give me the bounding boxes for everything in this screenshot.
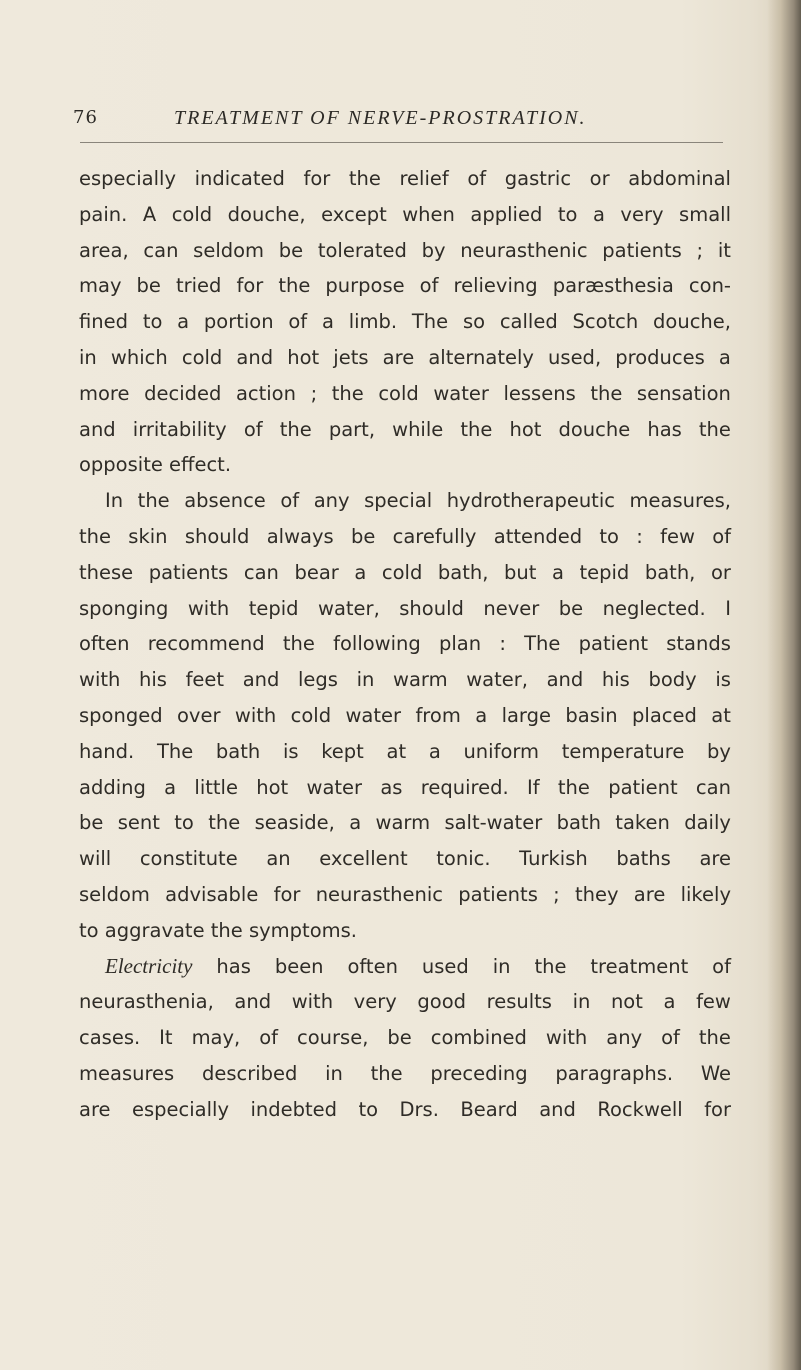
word: the [331, 381, 364, 405]
word: stands [666, 632, 731, 656]
word: with [291, 990, 334, 1014]
text-line [79, 841, 731, 877]
text-line [79, 519, 731, 555]
word: except [321, 202, 387, 226]
word: lessens [503, 381, 576, 405]
word: few [660, 524, 695, 548]
word: water [345, 703, 402, 727]
word: can [243, 560, 279, 584]
word: sensation [636, 381, 731, 405]
word: Scotch [572, 310, 639, 334]
word: with [234, 703, 277, 727]
word: used, [548, 345, 602, 369]
word: action [235, 381, 296, 405]
word: hot [256, 775, 289, 799]
word: bath, [437, 560, 489, 584]
word: hot [287, 345, 320, 369]
word: ; [696, 238, 704, 262]
word: an [266, 847, 291, 871]
word: can [695, 775, 731, 799]
word: the [282, 632, 315, 656]
word: preceding [430, 1061, 528, 1085]
word: con- [688, 274, 731, 298]
running-head [73, 104, 733, 132]
word: of [259, 1026, 279, 1050]
word: indebted [250, 1097, 338, 1121]
word: water, [466, 668, 528, 692]
line-text: opposite effect. [79, 453, 232, 477]
word: often [79, 632, 130, 656]
word: warm [393, 668, 448, 692]
word: jets [333, 345, 369, 369]
word: the [534, 954, 567, 978]
word: or [710, 560, 731, 584]
body-text [79, 161, 731, 1128]
word: treatment [590, 954, 689, 978]
word: neurasthenic [460, 238, 588, 262]
text-line-electricity [79, 949, 731, 985]
word: any [606, 1026, 643, 1050]
text-line [79, 1056, 731, 1092]
text-line [79, 913, 731, 949]
word: the [79, 524, 112, 548]
word: so [462, 310, 486, 334]
header-rule [80, 142, 723, 143]
page-number: 76 [73, 107, 98, 128]
word: : [499, 632, 506, 656]
word: his [601, 668, 630, 692]
word: to [174, 811, 194, 835]
word: be [350, 524, 376, 548]
word: in [492, 954, 511, 978]
word: Beard [460, 1097, 518, 1121]
word: excellent [319, 847, 408, 871]
word: measures [79, 1061, 175, 1085]
word: gastric [504, 167, 572, 190]
word: the [278, 274, 311, 298]
word: cases. [79, 1026, 141, 1050]
word: from [415, 703, 461, 727]
word: absence [184, 489, 266, 513]
word: never [483, 596, 540, 620]
word: temperature [561, 739, 685, 763]
word: the [698, 417, 731, 441]
word: bath, [644, 560, 696, 584]
word: salt-water [444, 811, 543, 835]
word: of [243, 417, 263, 441]
word: bath [556, 811, 601, 835]
word: the [460, 417, 493, 441]
word: the [208, 811, 241, 835]
word: patient [578, 632, 649, 656]
word: adding [79, 775, 146, 799]
word: relief [399, 167, 449, 190]
word: and [242, 668, 280, 692]
word: seldom [79, 882, 150, 906]
word: bear [294, 560, 339, 584]
word: be [558, 596, 584, 620]
word: of [661, 1026, 680, 1050]
word: It [159, 1026, 173, 1050]
word: following [333, 632, 421, 656]
word: always [266, 524, 334, 548]
word: the [698, 1026, 731, 1050]
word: while [392, 417, 444, 441]
text-line [79, 591, 731, 627]
word: be [79, 811, 104, 835]
word: irritability [132, 417, 227, 441]
text-line [79, 340, 731, 376]
word: sponging [79, 596, 169, 620]
text-line [79, 1092, 731, 1128]
word: the [590, 381, 623, 405]
word: douche, [227, 202, 306, 226]
word: of [280, 489, 300, 513]
word: alternately [428, 345, 534, 369]
word: uniform [463, 739, 540, 763]
word: not [610, 990, 643, 1014]
word: placed [632, 703, 697, 727]
word: of [712, 954, 731, 978]
word: is [715, 668, 731, 692]
word: hand. [79, 739, 135, 763]
word: but [503, 560, 537, 584]
word: should [184, 524, 250, 548]
word: bath [215, 739, 261, 763]
word: in [325, 1061, 343, 1085]
word: any [313, 489, 350, 513]
word: and [234, 990, 272, 1014]
word: patients [458, 882, 538, 906]
word: hot [509, 417, 542, 441]
text-line [79, 233, 731, 269]
word: advisable [165, 882, 259, 906]
text-line [79, 626, 731, 662]
word: A [142, 202, 157, 226]
word: when [402, 202, 455, 226]
word: sent [117, 811, 160, 835]
word: decided [144, 381, 222, 405]
italic-term: Electricity [105, 953, 193, 978]
word: body [648, 668, 697, 692]
word: been [274, 954, 324, 978]
word: a [475, 703, 488, 727]
word: large [501, 703, 551, 727]
word: the [279, 417, 312, 441]
word: as [380, 775, 403, 799]
word: warm [375, 811, 431, 835]
word: a [663, 990, 676, 1014]
word: feet [185, 668, 225, 692]
running-title: TREATMENT OF NERVE-PROSTRATION. [174, 107, 587, 129]
word: little [194, 775, 238, 799]
word: small [679, 202, 731, 226]
word: at [711, 703, 731, 727]
text-line [79, 698, 731, 734]
page-gutter-shadow [767, 0, 801, 1370]
word: be [136, 274, 161, 298]
word: very [353, 990, 397, 1014]
word: attended [493, 524, 583, 548]
word: ; [310, 381, 318, 405]
word: for [704, 1097, 731, 1121]
word: these [79, 560, 134, 584]
word: or [589, 167, 610, 190]
word: the [557, 775, 590, 799]
word: especially [79, 167, 176, 190]
word: very [620, 202, 664, 226]
word: patient [608, 775, 678, 799]
word: ; [553, 882, 560, 906]
word: purpose [325, 274, 405, 298]
word: neurasthenia, [79, 990, 214, 1014]
word: patients [602, 238, 682, 262]
word: more [79, 381, 130, 405]
word: likely [680, 882, 731, 906]
word: described [201, 1061, 298, 1085]
word: water [306, 775, 363, 799]
text-line [79, 304, 731, 340]
word: constitute [139, 847, 238, 871]
word: cold [378, 381, 419, 405]
word: to [557, 202, 578, 226]
word: be [387, 1026, 412, 1050]
word: tepid [579, 560, 630, 584]
word: baths [616, 847, 671, 871]
word: good [417, 990, 467, 1014]
word: his [139, 668, 167, 692]
word: legs [298, 668, 338, 692]
word: has [647, 417, 682, 441]
word: tried [175, 274, 222, 298]
word: tepid [248, 596, 299, 620]
word: and [546, 668, 584, 692]
word: in [79, 345, 97, 369]
word: should [399, 596, 464, 620]
word: part, [328, 417, 376, 441]
word: fined [79, 310, 129, 334]
word: and [79, 417, 116, 441]
word: course, [297, 1026, 369, 1050]
word: cold [181, 345, 223, 369]
word: paræsthesia [552, 274, 674, 298]
word: is [282, 739, 299, 763]
word: area, [79, 238, 129, 262]
word: neurasthenic [315, 882, 444, 906]
word: a [592, 202, 605, 226]
word: a [177, 310, 190, 334]
word: required. [420, 775, 509, 799]
word: for [303, 167, 331, 190]
word: by [421, 238, 446, 262]
word: pain. [79, 202, 128, 226]
text-line [79, 770, 731, 806]
word: to [358, 1097, 379, 1121]
word: patients [148, 560, 229, 584]
word: tolerated [317, 238, 407, 262]
word: applied [470, 202, 543, 226]
word: a [718, 345, 731, 369]
word: The [156, 739, 194, 763]
word: recommend [147, 632, 265, 656]
word: indicated [194, 167, 285, 190]
word: douche, [653, 310, 731, 334]
word: The [411, 310, 449, 334]
word: few [696, 990, 731, 1014]
word: seaside, [254, 811, 335, 835]
word: neglected. [602, 596, 706, 620]
word: tonic. [436, 847, 491, 871]
word: can [143, 238, 179, 262]
word: they [574, 882, 619, 906]
word: with [187, 596, 230, 620]
word: water, [318, 596, 380, 620]
word: portion [203, 310, 274, 334]
word: a [354, 560, 367, 584]
word: used [421, 954, 469, 978]
word: In [105, 489, 124, 513]
word: results [486, 990, 552, 1014]
word: cold [381, 560, 423, 584]
word: be [278, 238, 304, 262]
word: douche [558, 417, 631, 441]
word: Turkish [519, 847, 588, 871]
text-line [79, 447, 731, 483]
word: in [356, 668, 375, 692]
word: of [419, 274, 439, 298]
word: cold [290, 703, 332, 727]
word: of [712, 524, 731, 548]
text-line [79, 483, 731, 519]
word: especially [132, 1097, 229, 1121]
word: with [79, 668, 121, 692]
word: We [700, 1061, 731, 1085]
word: of [467, 167, 487, 190]
word: of [288, 310, 308, 334]
word: hydrotherapeutic [446, 489, 615, 513]
word: at [386, 739, 407, 763]
word: are [382, 345, 415, 369]
word: : [636, 524, 643, 548]
word: over [176, 703, 221, 727]
word: plan [439, 632, 482, 656]
word: the [348, 167, 381, 190]
word: The [524, 632, 561, 656]
word: skin [128, 524, 168, 548]
word: a [428, 739, 441, 763]
word: the [137, 489, 170, 513]
word: daily [684, 811, 731, 835]
word: a [164, 775, 177, 799]
word: a [321, 310, 334, 334]
word: seldom [193, 238, 265, 262]
word: taken [615, 811, 670, 835]
word: which [110, 345, 168, 369]
word: relieving [453, 274, 538, 298]
word: are [633, 882, 666, 906]
text-line [79, 805, 731, 841]
word: kept [321, 739, 364, 763]
word: and [236, 345, 274, 369]
word: abdominal [628, 167, 731, 190]
word: cold [171, 202, 213, 226]
word: a [551, 560, 564, 584]
word: combined [430, 1026, 527, 1050]
word: If [526, 775, 540, 799]
word: Drs. [399, 1097, 439, 1121]
text-line [79, 984, 731, 1020]
word: the [370, 1061, 403, 1085]
word: special [364, 489, 433, 513]
word: are [699, 847, 731, 871]
word: sponged [79, 703, 163, 727]
word: it [717, 238, 731, 262]
word: by [707, 739, 731, 763]
text-line [79, 412, 731, 448]
word: Rockwell [597, 1097, 683, 1121]
text-line [79, 877, 731, 913]
line-text: to aggravate the symptoms. [79, 918, 357, 942]
word: for [273, 882, 301, 906]
text-line [79, 555, 731, 591]
word: and [539, 1097, 576, 1121]
word: a [349, 811, 362, 835]
word: I [725, 596, 731, 620]
word: may, [191, 1026, 241, 1050]
word: water [433, 381, 489, 405]
word: measures, [629, 489, 731, 513]
word: may [79, 274, 122, 298]
word: basin [565, 703, 618, 727]
word: paragraphs. [555, 1061, 674, 1085]
word: produces [615, 345, 705, 369]
word: to [142, 310, 163, 334]
word: often [347, 954, 398, 978]
word: for [236, 274, 264, 298]
word: to [599, 524, 619, 548]
word: in [572, 990, 591, 1014]
word: will [79, 847, 112, 871]
text-line [79, 197, 731, 233]
word: limb. [348, 310, 398, 334]
text-line [79, 1020, 731, 1056]
text-line [79, 662, 731, 698]
text-line [79, 161, 731, 197]
text-line [79, 376, 731, 412]
word: carefully [392, 524, 477, 548]
word: has [216, 954, 251, 978]
text-line [79, 268, 731, 304]
word: called [499, 310, 558, 334]
text-line [79, 734, 731, 770]
word: with [545, 1026, 588, 1050]
word: are [79, 1097, 111, 1121]
